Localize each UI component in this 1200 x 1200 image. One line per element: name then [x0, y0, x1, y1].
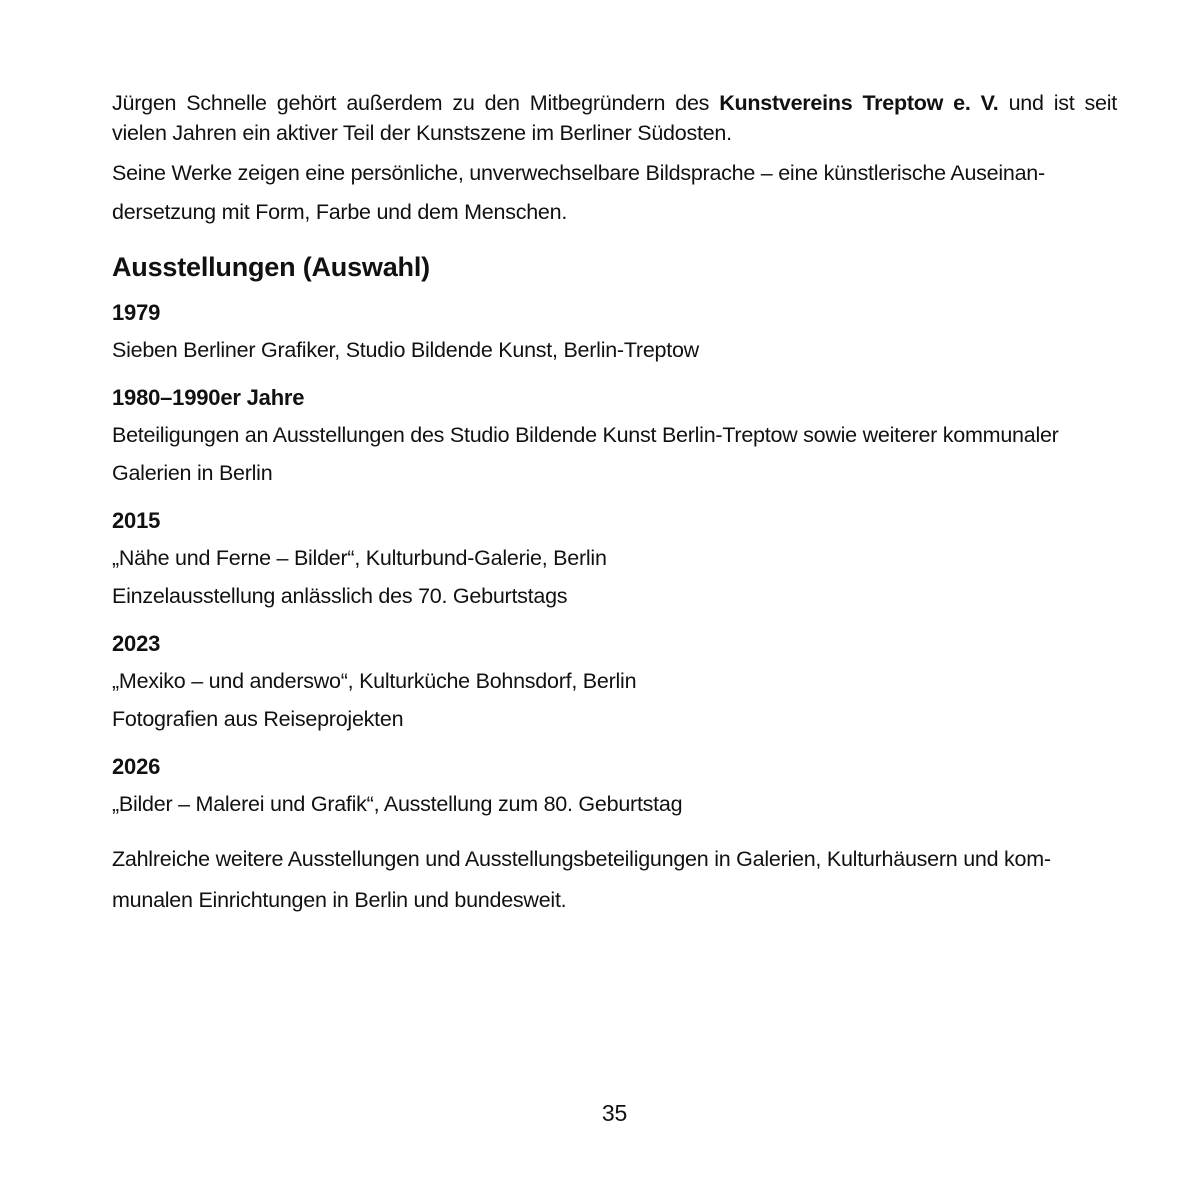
entry-line: Beteiligungen an Ausstellungen des Studio Bildende Kunst Berlin-Treptow sowie weiterer kommunaler [112, 423, 1059, 447]
intro-paragraph-1 [112, 88, 1117, 148]
exhibition-entry-1979 [112, 298, 1117, 369]
entry-description [112, 662, 1117, 738]
closing-paragraph-line-2: munalen Einrichtungen in Berlin und bundesweit. [112, 888, 567, 912]
entry-line: „Nähe und Ferne – Bilder“, Kulturbund-Galerie, Berlin [112, 546, 607, 570]
closing-paragraph-line-1: Zahlreiche weitere Ausstellungen und Ausstellungsbeteiligungen in Galerien, Kulturhäusern und kom- [112, 847, 1051, 871]
intro-paragraph-1-line-2: vielen Jahren ein aktiver Teil der Kunstszene im Berliner Südosten. [112, 121, 732, 145]
entry-line: „Bilder – Malerei und Grafik“, Ausstellung zum 80. Geburtstag [112, 792, 683, 816]
closing-paragraph [112, 839, 1117, 921]
entry-line: Einzelausstellung anlässlich des 70. Geburtstags [112, 584, 568, 608]
entry-year: 2015 [112, 508, 161, 533]
intro-paragraph-2-line-2: dersetzung mit Form, Farbe und dem Menschen. [112, 200, 568, 224]
entry-line: „Mexiko – und anderswo“, Kulturküche Bohnsdorf, Berlin [112, 669, 637, 693]
entry-description [112, 785, 1117, 823]
exhibition-entry-2026 [112, 752, 1117, 823]
entry-description [112, 331, 1117, 369]
intro-paragraph-2-line-1: Seine Werke zeigen eine persönliche, unverwechselbare Bildsprache – eine künstlerische Auseinan- [112, 161, 1045, 185]
exhibition-entry-2015 [112, 506, 1117, 615]
intro-paragraph-2 [112, 154, 1117, 232]
entry-year: 2026 [112, 754, 161, 779]
page-number: 35 [601, 1100, 628, 1126]
entry-line: Fotografien aus Reiseprojekten [112, 707, 404, 731]
exhibition-entry-2023 [112, 629, 1117, 738]
intro-text-post: und ist seit [998, 91, 1117, 115]
entry-year: 2023 [112, 631, 161, 656]
entry-year: 1980–1990er Jahre [112, 385, 305, 410]
entry-description [112, 416, 1117, 492]
text-column [112, 0, 1117, 921]
intro-paragraph-1-line-1 [112, 88, 1117, 118]
kunstverein-bold-text: Kunstvereins Treptow e. V. [719, 91, 999, 115]
entry-year: 1979 [112, 300, 161, 325]
exhibition-entry-1980-1990 [112, 383, 1117, 492]
entry-line: Galerien in Berlin [112, 461, 273, 485]
intro-text-pre: Jürgen Schnelle gehört außerdem zu den Mitbegründern des [112, 91, 720, 115]
entry-description [112, 539, 1117, 615]
entry-line: Sieben Berliner Grafiker, Studio Bildende Kunst, Berlin-Treptow [112, 338, 699, 362]
section-heading-ausstellungen: Ausstellungen (Auswahl) [112, 252, 430, 282]
